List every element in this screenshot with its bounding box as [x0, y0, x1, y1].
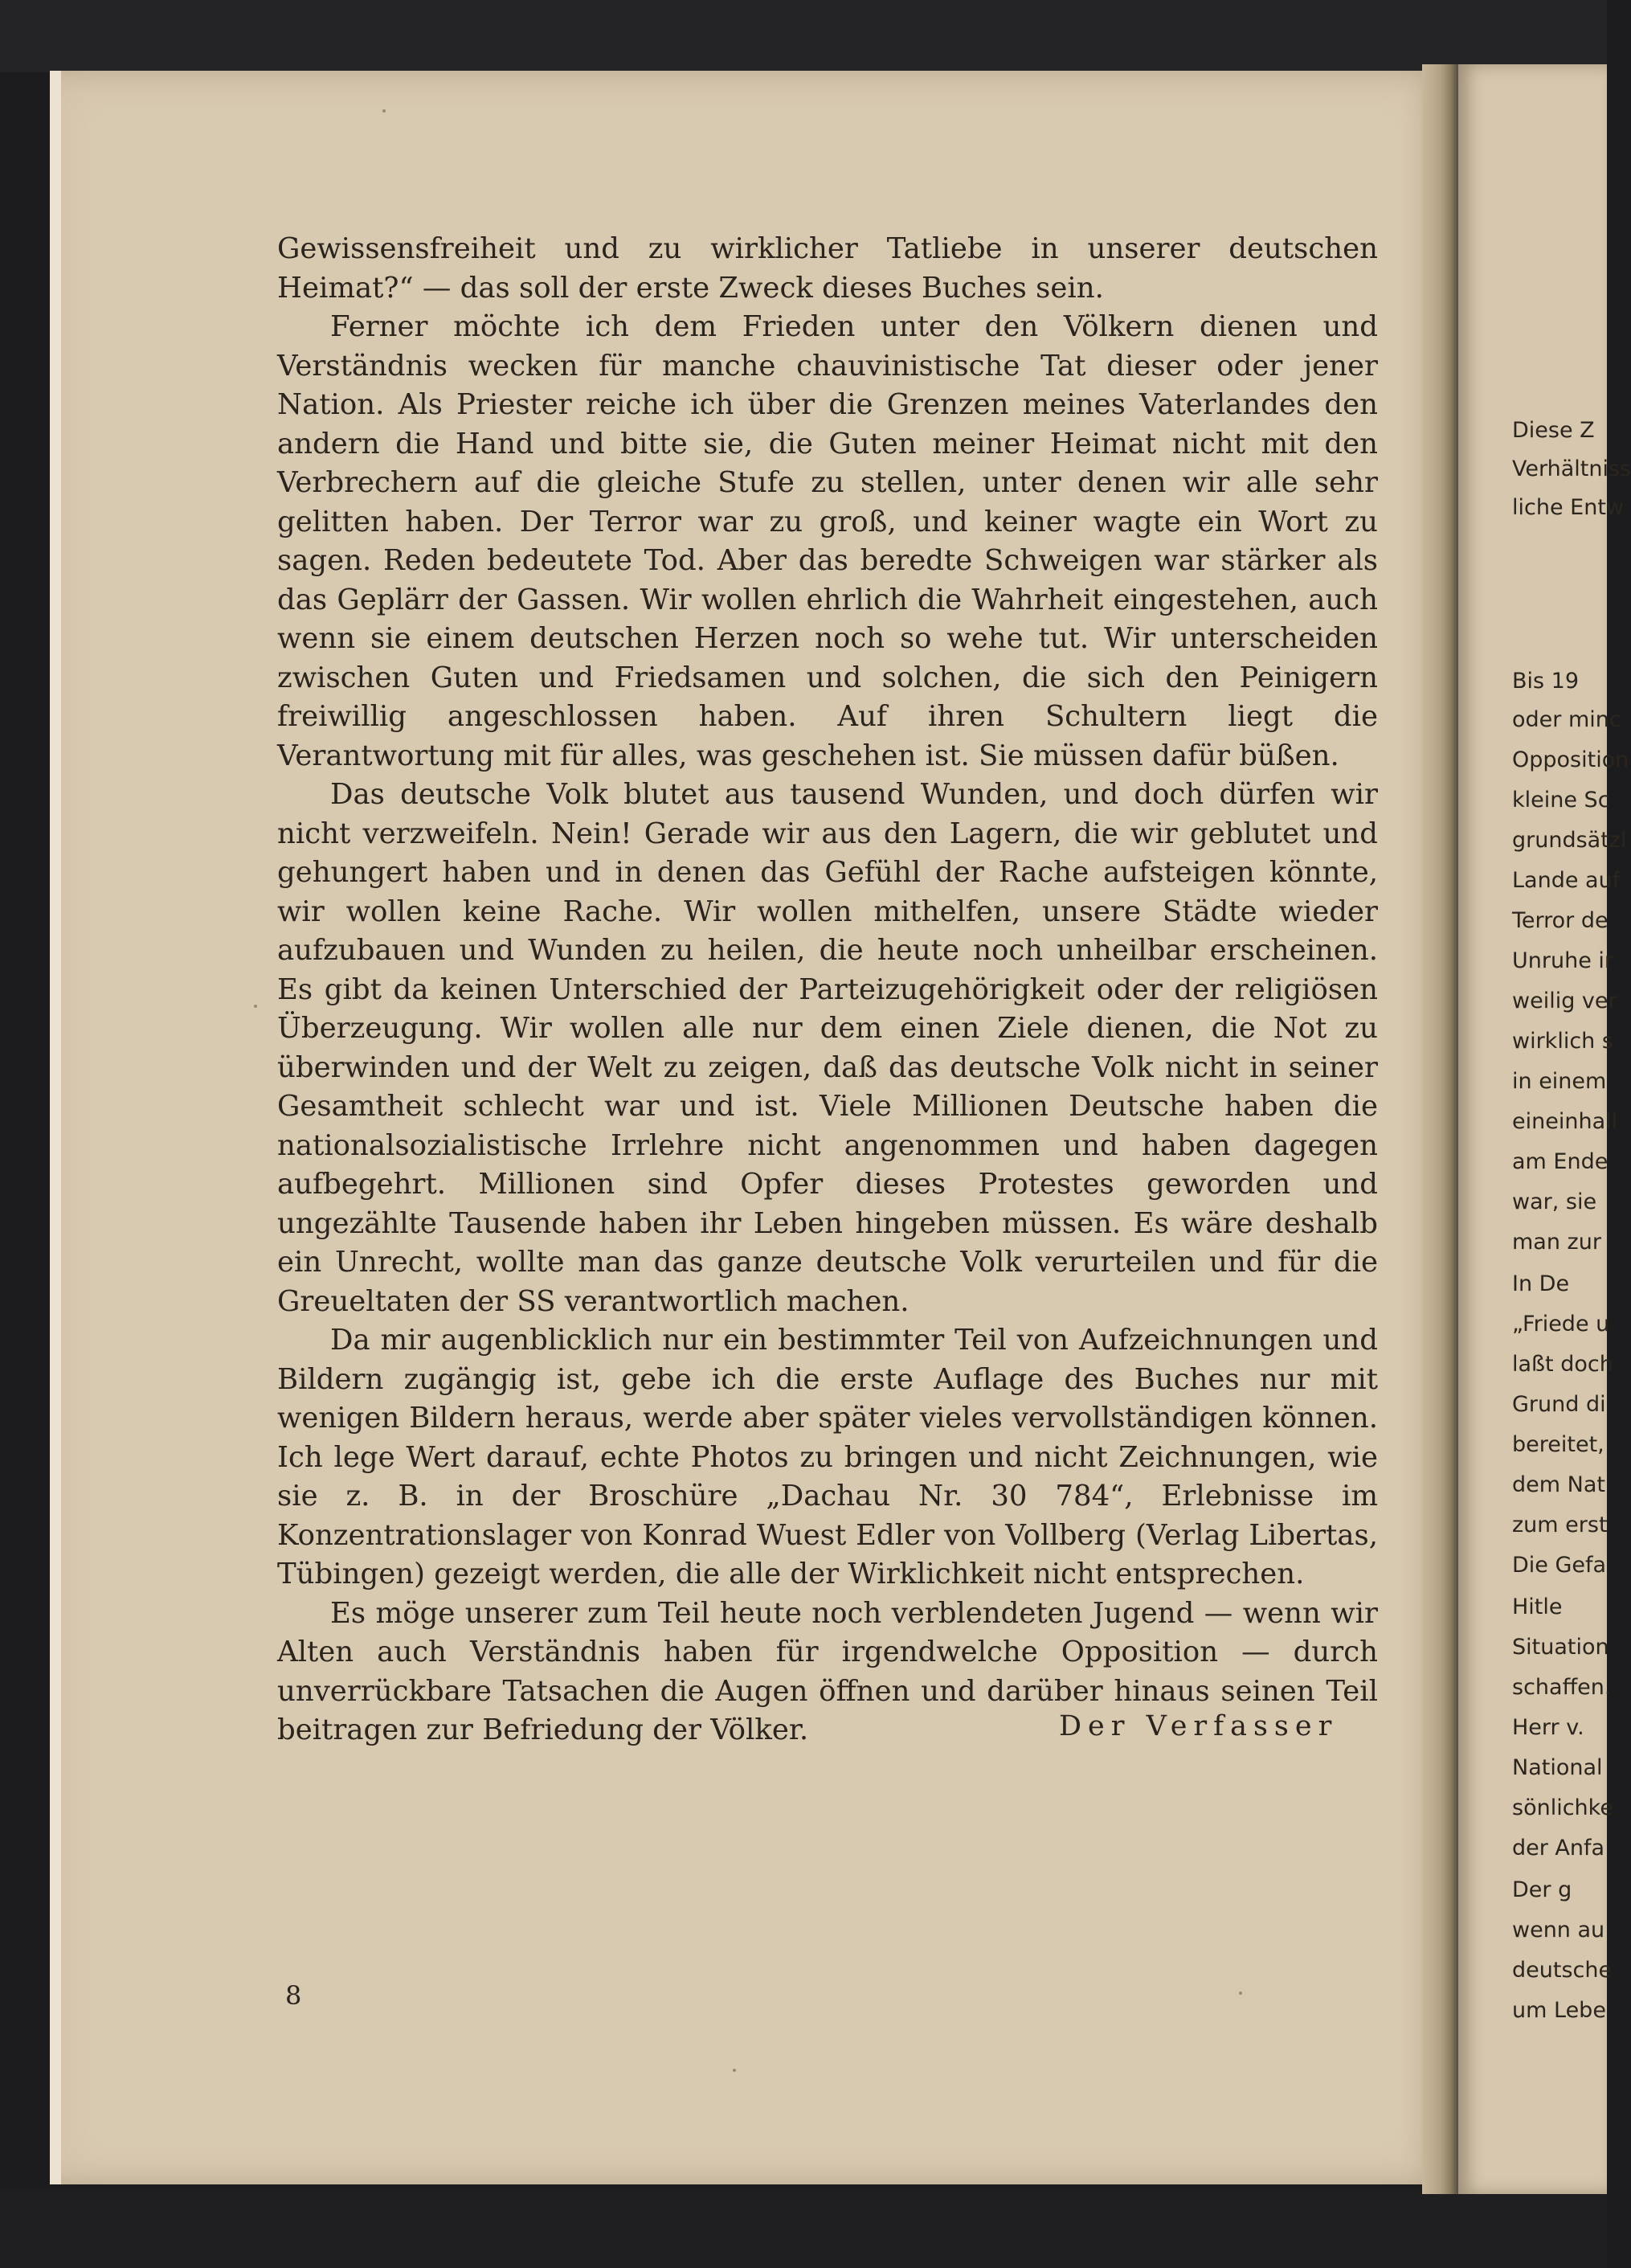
right-line: schaffen.: [1512, 1675, 1612, 1700]
right-line: Terror de: [1512, 908, 1609, 933]
right-line: Unruhe ir: [1512, 948, 1613, 973]
scan-background-bottom: [0, 2190, 1607, 2268]
right-line: deutsche: [1512, 1958, 1613, 1983]
right-line: bereitet,: [1512, 1432, 1604, 1457]
right-line: wirklich s: [1512, 1029, 1613, 1054]
page-number: 8: [285, 1980, 302, 2011]
right-line: Situation: [1512, 1635, 1609, 1660]
right-line: man zur: [1512, 1230, 1601, 1255]
scan-background-top: [0, 0, 1607, 72]
paper-speck: [254, 1005, 257, 1008]
right-line: oder minc: [1512, 707, 1621, 732]
right-line: Diese Z: [1512, 418, 1595, 443]
right-line: weilig ver: [1512, 989, 1617, 1013]
right-line: am Ende: [1512, 1149, 1609, 1174]
right-line: Herr v.: [1512, 1715, 1584, 1740]
right-line: Verhältniss: [1512, 456, 1631, 481]
right-line: Hitle: [1512, 1595, 1563, 1619]
right-line: National: [1512, 1755, 1603, 1780]
right-line: Bis 19: [1512, 669, 1580, 694]
right-line: Der g: [1512, 1877, 1572, 1902]
right-line: in einem: [1512, 1069, 1607, 1094]
right-line: eineinhall: [1512, 1109, 1618, 1134]
right-line: kleine Sc: [1512, 788, 1610, 813]
paragraph-german-people: Das deutsche Volk blutet aus tausend Wunden, und doch dürfen wir nicht verzweifeln. Nein! Gerade wir aus den Lagern, die wir geblutet und gehungert haben und in denen das Gefühl der Rache aufsteigen könnte, wir wollen keine Rache. Wir wollen mithelfen, unsere Städte wieder aufzubauen und Wunden zu heilen, die heute noch unheilbar erscheinen. Es gibt da keinen Unterschied der Parteizugehörigkeit oder der religiösen Überzeugung. Wir wollen alle nur dem einen Ziele dienen, die Not zu überwinden und der Welt zu zeigen, daß das deutsche Volk nicht in seiner Gesamtheit schlecht war und ist. Viele Millionen Deutsche haben die nationalsozialistische Irrlehre nicht angenommen und haben dagegen aufbegehrt. Millionen sind Opfer dieses Protestes geworden und ungezählte Tausende haben ihr Leben hingeben müssen. Es wäre deshalb ein Unrecht, wollte man das ganze deutsche Volk verurteilen und für die Greueltaten der SS verantwortlich machen.: [277, 778, 1378, 1318]
right-line: Opposition: [1512, 747, 1629, 772]
paragraph-youth: Es möge unserer zum Teil heute noch verblendeten Jugend — wenn wir Alten auch Verständnis haben für irgendwelche Opposition — durch unverrückbare Tatsachen die Augen öffnen und darüber hinaus seinen Teil beitragen zur Befriedung der Völker.: [277, 1596, 1378, 1746]
right-line: grundsätzl: [1512, 828, 1627, 853]
right-line: sönlichke: [1512, 1795, 1613, 1820]
right-line: „Friede u: [1512, 1312, 1610, 1337]
right-line: Grund di: [1512, 1392, 1606, 1417]
right-line: wenn au: [1512, 1918, 1605, 1943]
right-line: Die Gefa: [1512, 1553, 1607, 1578]
right-line: In De: [1512, 1271, 1570, 1296]
right-line: war, sie: [1512, 1189, 1597, 1214]
paragraph-photos: Da mir augenblicklich nur ein bestimmter Teil von Aufzeichnungen und Bildern zugängig ist, gebe ich die erste Auflage des Buches nur mit wenigen Bildern heraus, werde aber später vieles vervollständigen können. Ich lege Wert darauf, echte Photos zu bringen und nicht Zeichnungen, wie sie z. B. in der Broschüre „Dachau Nr. 30 784“, Erlebnisse im Konzentrationslager von Konrad Wuest Edler von Vollberg (Verlag Libertas, Tübingen) gezeigt werden, die alle der Wirklichkeit nicht entsprechen.: [277, 1324, 1378, 1590]
right-line: der Anfa: [1512, 1836, 1605, 1861]
right-line: zum erst: [1512, 1513, 1608, 1537]
right-line: um Lebe: [1512, 1998, 1606, 2023]
body-text: [277, 230, 1378, 1750]
right-line: laßt doch: [1512, 1352, 1613, 1377]
paper-speck: [1239, 1992, 1242, 1995]
paper-speck: [382, 109, 386, 113]
right-line: liche Entw: [1512, 495, 1624, 520]
author-signature: Der Verfasser: [1059, 1710, 1339, 1742]
book-gutter: [1422, 64, 1462, 2194]
paper-speck: [733, 2069, 736, 2072]
paragraph-continuation: Gewissensfreiheit und zu wirklicher Tatliebe in unserer deutschen Heimat?“ — das soll der erste Zweck dieses Buches sein.: [277, 232, 1378, 305]
right-line: Lande auf: [1512, 868, 1621, 893]
paragraph-peace: Ferner möchte ich dem Frieden unter den Völkern dienen und Verständnis wecken für manche chauvinistische Tat dieser oder jener Nation. Als Priester reiche ich über die Grenzen meines Vaterlandes den andern die Hand und bitte sie, die Guten meiner Heimat nicht mit den Verbrechern auf die gleiche Stufe zu stellen, unter denen wir alle sehr gelitten haben. Der Terror war zu groß, und keiner wagte ein Wort zu sagen. Reden bedeutete Tod. Aber das beredte Schweigen war stärker als das Geplärr der Gassen. Wir wollen ehrlich die Wahrheit eingestehen, auch wenn sie einem deutschen Herzen noch so wehe tut. Wir unterscheiden zwischen Guten und Friedsamen und solchen, die sich den Peinigern freiwillig angeschlossen haben. Auf ihren Schultern liegt die Verantwortung mit für alles, was geschehen ist. Sie müssen dafür büßen.: [277, 310, 1378, 772]
right-line: dem Nat: [1512, 1472, 1605, 1497]
